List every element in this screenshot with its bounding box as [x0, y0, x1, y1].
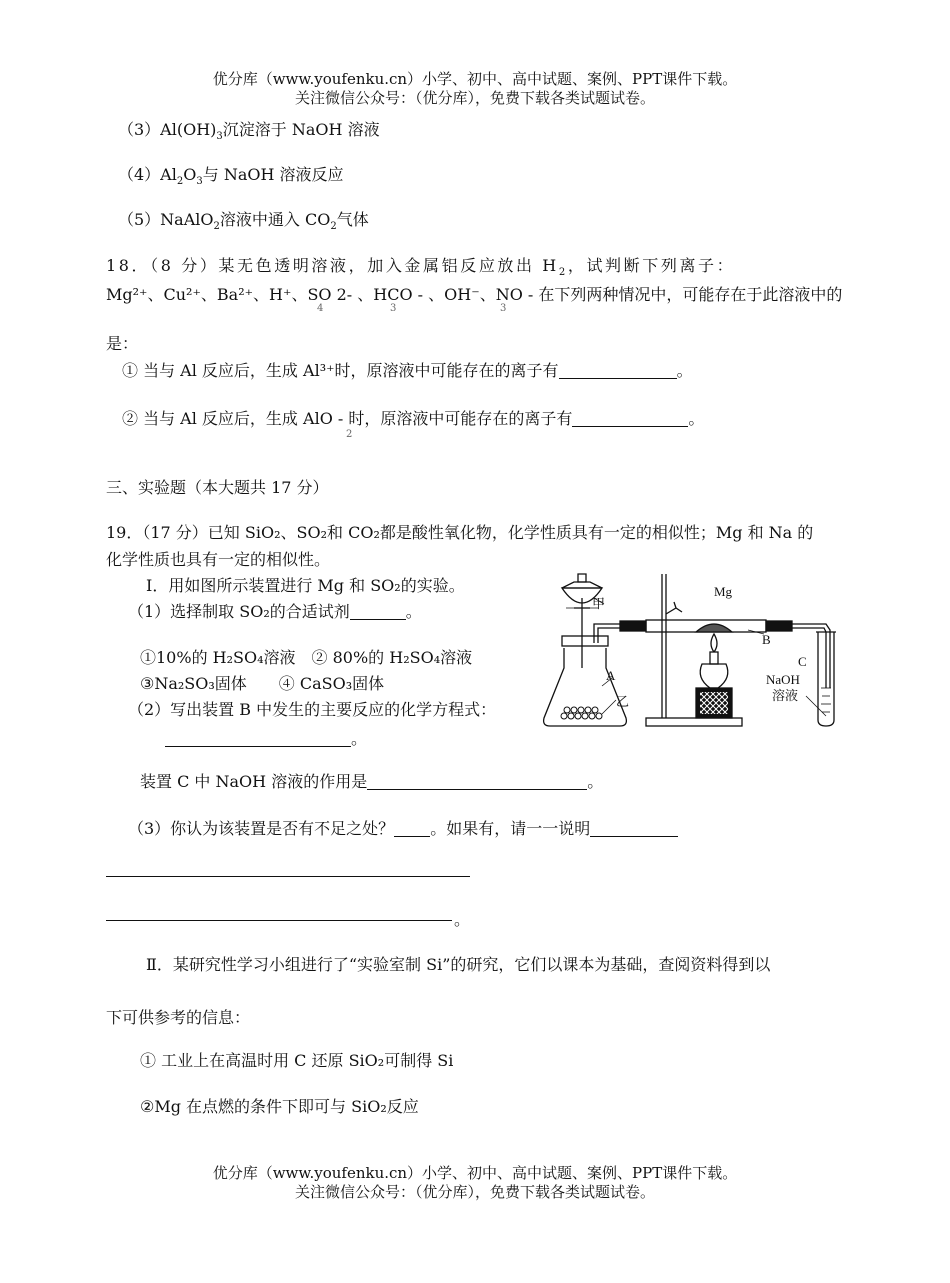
- label-yi: 乙: [616, 694, 630, 709]
- q19-options-row-1: ①10%的 H₂SO₄溶液 ② 80%的 H₂SO₄溶液: [140, 648, 473, 667]
- q17-item-3: $(3)Al(OH)_3$沉淀溶于 NaOH 溶液: [118, 120, 380, 143]
- answer-blank[interactable]: [367, 773, 587, 790]
- q19-info-1: ① 工业上在高温时用 C 还原 SiO₂可制得 Si: [140, 1051, 454, 1070]
- q18-stem: 18．（8 分）某无色透明溶液，加入金属铝反应放出 $H_2$，试判断下列离子：: [106, 256, 736, 279]
- page-header: [0, 70, 950, 108]
- q18-sub-3a: 3: [390, 303, 397, 314]
- label-solution: 溶液: [772, 688, 799, 703]
- label-c: C: [798, 654, 807, 669]
- flask-stopper: [562, 636, 608, 646]
- q18-stem-end: 是：: [106, 334, 139, 353]
- q19-stem-1: 19．（17 分）已知 SiO₂、SO₂和 CO₂都是酸性氧化物，化学性质具有一定的相似性；Mg 和 Na 的: [106, 523, 814, 542]
- alcohol-lamp: [700, 664, 728, 688]
- label-jia: 甲: [592, 596, 606, 611]
- flask-a: [544, 648, 630, 726]
- q17-item-5: （5）NaAlO$_2$溶液中通入 $CO_2$气体: [118, 210, 369, 233]
- solid-particles: [561, 707, 602, 719]
- q18-case-2: ② 当与 Al 反应后，生成 AlO - 时，原溶液中可能存在的离子有 。: [122, 409, 705, 428]
- q19-sub-2: （2）写出装置 B 中发生的主要反应的化学方程式：: [128, 700, 497, 719]
- q19-part-2: Ⅱ．某研究性学习小组进行了“实验室制 Si”的研究，它们以课本为基础，查阅资料得到以: [146, 955, 771, 974]
- q19-info-2: ②Mg 在点燃的条件下即可与 SiO₂反应: [140, 1097, 419, 1116]
- q18-sub-4: 4: [317, 303, 324, 314]
- answer-blank[interactable]: [165, 730, 351, 747]
- q19-equation-line: 。: [165, 726, 367, 749]
- footer-line-2: 关注微信公众号：（优分库），免费下载各类试题试卷。: [294, 1183, 655, 1201]
- label-a: A: [606, 668, 616, 683]
- q19-sub-3: （3）你认为该装置是否有不足之处？ 。如果有，请一一说明: [128, 816, 678, 839]
- answer-line[interactable]: [106, 876, 470, 877]
- answer-line[interactable]: [106, 920, 452, 921]
- answer-blank[interactable]: [559, 362, 677, 379]
- answer-blank[interactable]: [394, 820, 430, 837]
- q17-item-4: $(4)Al_2O_3$与 NaOH 溶液反应: [118, 165, 344, 188]
- stand-base: [646, 718, 742, 726]
- magnesium: [696, 624, 732, 632]
- answer-blank[interactable]: [350, 603, 406, 620]
- q19-options-row-2: ③Na₂SO₃固体 ④ CaSO₃固体: [140, 674, 385, 693]
- footer-line-1: 优分库（www.youfenku.cn）小学、初中、高中试题、案例、PPT课件下载。: [212, 1164, 738, 1182]
- q18-case-1: ① 当与 Al 反应后，生成 Al³⁺时，原溶液中可能存在的离子有 。: [122, 361, 693, 380]
- header-line-1: 优分库（www.youfenku.cn）小学、初中、高中试题、案例、PPT课件下载。: [212, 70, 738, 88]
- label-b: B: [762, 632, 771, 647]
- answer-blank[interactable]: [572, 410, 688, 427]
- q18-ions: Mg²⁺、Cu²⁺、Ba²⁺、H⁺、SO 2- 、HCO - 、OH⁻、NO - 在下列两种情况中，可能存在于此溶液中的: [106, 285, 843, 304]
- header-line-2: 关注微信公众号：（优分库），免费下载各类试题试卷。: [294, 89, 655, 107]
- q18-sub-3b: 3: [500, 303, 507, 314]
- q19-part-2-cont: 下可供参考的信息：: [106, 1008, 251, 1027]
- q18-case2-sub: 2: [346, 429, 353, 440]
- q19-sub-1: （1）选择制取 SO₂的合适试剂 。: [128, 602, 422, 621]
- apparatus-figure: [536, 568, 856, 733]
- label-mg: Mg: [714, 584, 733, 599]
- q19-stem-2: 化学性质也具有一定的相似性。: [106, 550, 331, 569]
- page-footer: [0, 1164, 950, 1202]
- answer-blank[interactable]: [590, 820, 678, 837]
- label-naoh: NaOH: [766, 672, 800, 687]
- q19-part-1: Ⅰ．用如图所示装置进行 Mg 和 SO₂的实验。: [146, 576, 465, 595]
- q19-c-role: 装置 C 中 NaOH 溶液的作用是 。: [140, 772, 604, 791]
- answer-line-period: 。: [454, 910, 471, 929]
- section-title: 三、实验题（本大题共 17 分）: [106, 478, 329, 497]
